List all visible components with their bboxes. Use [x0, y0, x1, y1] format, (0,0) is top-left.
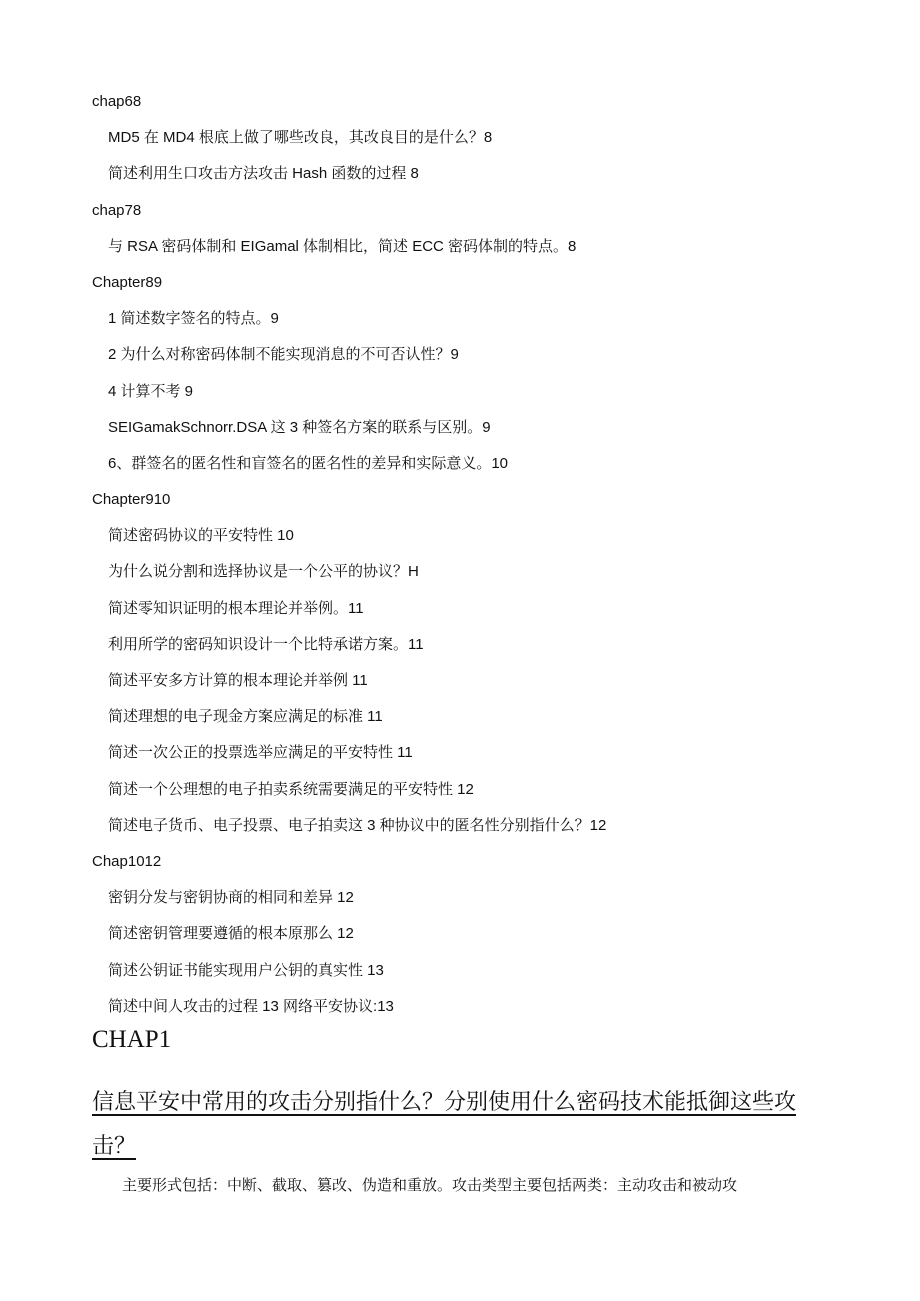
toc-item[interactable]: 简述零知识证明的根本理论并举例。11 — [108, 599, 364, 617]
toc-item[interactable]: 利用所学的密码知识设计一个比特承诺方案。11 — [108, 635, 424, 653]
question-heading: 信息平安中常用的攻击分别指什么？分别使用什么密码技术能抵御这些攻击？ — [92, 1089, 797, 1158]
toc-item[interactable]: 密钥分发与密钥协商的相同和差异 12 — [108, 889, 354, 907]
toc-chapter-chapter89[interactable]: Chapter89 — [92, 273, 163, 291]
toc-item[interactable]: 1 简述数字签名的特点。9 — [108, 310, 279, 328]
toc-item[interactable]: 简述一次公正的投票选举应满足的平安特性 11 — [108, 744, 413, 762]
toc-item[interactable]: 简述理想的电子现金方案应满足的标准 11 — [108, 708, 383, 726]
toc-item[interactable]: 简述密码协议的平安特性 10 — [108, 527, 294, 545]
toc-item[interactable]: 为什么说分割和选择协议是一个公平的协议？H — [108, 563, 419, 581]
toc-item[interactable]: 简述中间人攻击的过程 13 网络平安协议:13 — [108, 997, 394, 1015]
toc-chapter-chap78[interactable]: chap78 — [92, 201, 142, 219]
body-paragraph: 主要形式包括：中断、截取、篡改、伪造和重放。攻击类型主要包括两类：主动攻击和被动攻 — [122, 1176, 738, 1194]
toc-item[interactable]: MD5 在 MD4 根底上做了哪些改良，其改良目的是什么？8 — [108, 129, 493, 147]
toc-item[interactable]: 简述公钥证书能实现用户公钥的真实性 13 — [108, 961, 384, 979]
toc-item[interactable]: 2 为什么对称密码体制不能实现消息的不可否认性？9 — [108, 346, 459, 364]
toc-item[interactable]: 简述密钥管理要遵循的根本原那么 12 — [108, 925, 354, 943]
toc-item[interactable]: 与 RSA 密码体制和 EIGamal 体制相比，简述 ECC 密码体制的特点。8 — [108, 237, 577, 255]
toc-chapter-chapter910[interactable]: Chapter910 — [92, 491, 171, 509]
chapter-heading: CHAP1 — [92, 1026, 172, 1053]
toc-chapter-chap1012[interactable]: Chap1012 — [92, 852, 162, 870]
toc-item[interactable]: 4 计算不考 9 — [108, 382, 194, 400]
toc-item[interactable]: SEIGamakSchnorr.DSA 这 3 种签名方案的联系与区别。9 — [108, 418, 491, 436]
table-of-contents — [0, 84, 920, 1025]
toc-item[interactable]: 简述利用生口攻击方法攻击 Hash 函数的过程 8 — [108, 165, 419, 183]
toc-item[interactable]: 简述一个公理想的电子拍卖系统需要满足的平安特性 12 — [108, 780, 474, 798]
toc-item[interactable]: 6、群签名的匿名性和盲签名的匿名性的差异和实际意义。10 — [108, 454, 509, 472]
toc-item[interactable]: 简述电子货币、电子投票、电子拍卖这 3 种协议中的匿名性分别指什么？12 — [108, 816, 607, 834]
toc-chapter-chap68[interactable]: chap68 — [92, 93, 142, 110]
toc-item[interactable]: 简述平安多方计算的根本理论并举例 11 — [108, 672, 368, 689]
